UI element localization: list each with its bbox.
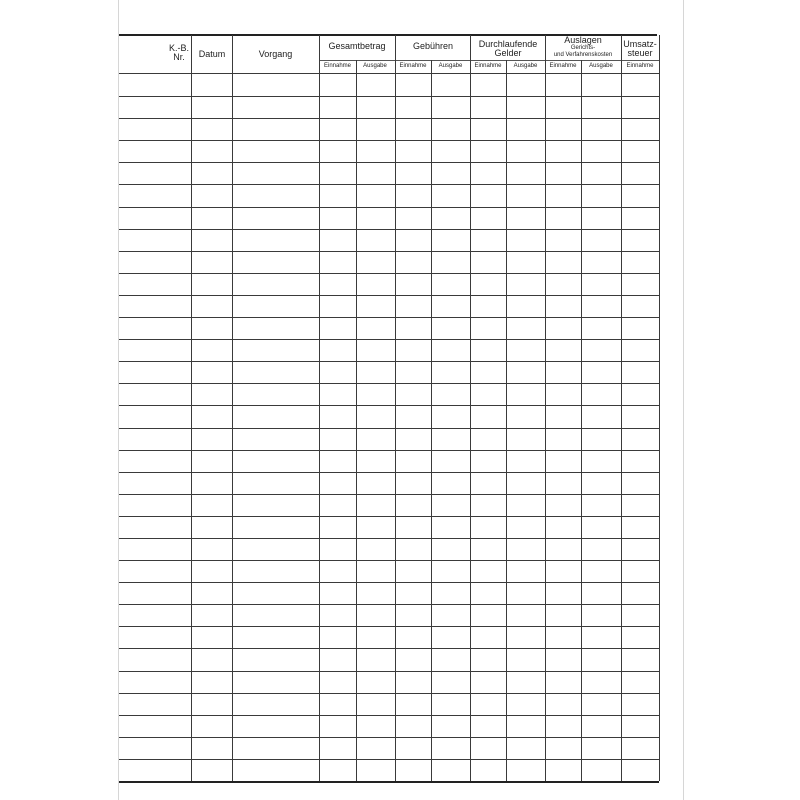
- header-datum: Datum: [198, 49, 226, 59]
- row-line: [119, 626, 659, 627]
- subheader-auslagen-einnahme: Einnahme: [549, 63, 577, 69]
- header-kb-nr: [169, 44, 189, 63]
- row-line: [119, 428, 659, 429]
- column-divider: [232, 35, 233, 781]
- ledger-form-sheet: [118, 0, 684, 800]
- row-line: [119, 671, 659, 672]
- row-line: [119, 450, 659, 451]
- header-bottom-rule: [119, 73, 659, 74]
- column-divider: [395, 35, 396, 781]
- row-line: [119, 118, 659, 119]
- subcolumn-divider: [431, 60, 432, 781]
- row-line: [119, 693, 659, 694]
- header-umsatzsteuer-line1: Umsatz-: [623, 39, 657, 49]
- row-line: [119, 405, 659, 406]
- header-kb-nr-line1: K.-B.: [169, 43, 190, 53]
- top-rule: [119, 34, 657, 36]
- header-umsatzsteuer: [621, 40, 659, 59]
- row-line: [119, 538, 659, 539]
- column-divider: [319, 35, 320, 781]
- header-auslagen-line1: Auslagen: [564, 35, 602, 45]
- row-line: [119, 251, 659, 252]
- row-line: [119, 184, 659, 185]
- subheader-umsatzsteuer-einnahme: Einnahme: [626, 63, 654, 69]
- row-line: [119, 494, 659, 495]
- header-durchlaufende-line2: Gelder: [494, 48, 522, 59]
- row-line: [119, 781, 659, 783]
- header-kb-nr-line2: Nr.: [173, 52, 185, 63]
- subcolumn-divider: [581, 60, 582, 781]
- row-line: [119, 229, 659, 230]
- header-vorgang: Vorgang: [258, 49, 293, 59]
- row-line: [119, 140, 659, 141]
- column-divider: [191, 35, 192, 781]
- column-divider: [621, 35, 622, 781]
- column-divider: [545, 35, 546, 781]
- header-auslagen: [544, 36, 622, 58]
- column-divider: [659, 35, 660, 781]
- subheader-gebuehren-ausgabe: Ausgabe: [438, 63, 463, 69]
- header-durchlaufende-line1: Durchlaufende: [478, 39, 538, 49]
- row-line: [119, 317, 659, 318]
- row-line: [119, 361, 659, 362]
- header-durchlaufende-gelder: [470, 40, 546, 59]
- subheader-durchlaufende-einnahme: Einnahme: [474, 63, 502, 69]
- subheader-gesamt-einnahme: Einnahme: [323, 63, 352, 69]
- header-umsatzsteuer-line2: steuer: [627, 48, 653, 59]
- row-line: [119, 96, 659, 97]
- row-line: [119, 207, 659, 208]
- header-auslagen-line2: Gerichts-: [570, 45, 596, 52]
- subheader-durchlaufende-ausgabe: Ausgabe: [513, 63, 538, 69]
- row-line: [119, 560, 659, 561]
- row-line: [119, 273, 659, 274]
- row-line: [119, 295, 659, 296]
- row-line: [119, 162, 659, 163]
- subheader-auslagen-ausgabe: Ausgabe: [589, 63, 613, 69]
- header-auslagen-line3: und Verfahrenskosten: [553, 51, 613, 58]
- row-line: [119, 383, 659, 384]
- row-line: [119, 604, 659, 605]
- row-line: [119, 516, 659, 517]
- subheader-gesamt-ausgabe: Ausgabe: [363, 63, 387, 69]
- header-gebuehren: Gebühren: [412, 41, 454, 51]
- row-line: [119, 582, 659, 583]
- subheader-rule: [319, 60, 659, 61]
- row-line: [119, 759, 659, 760]
- row-line: [119, 648, 659, 649]
- subcolumn-divider: [506, 60, 507, 781]
- subheader-gebuehren-einnahme: Einnahme: [399, 63, 427, 69]
- row-line: [119, 339, 659, 340]
- row-line: [119, 737, 659, 738]
- row-line: [119, 715, 659, 716]
- column-divider: [470, 35, 471, 781]
- subcolumn-divider: [356, 60, 357, 781]
- row-line: [119, 472, 659, 473]
- header-gesamtbetrag: Gesamtbetrag: [328, 41, 386, 51]
